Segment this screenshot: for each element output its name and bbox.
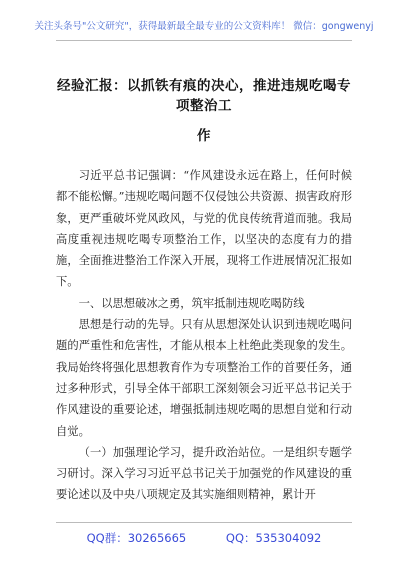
header-divider [56, 40, 352, 41]
body-paragraph-thought: 思想是行动的先导。只有从思想深处认识到违规吃喝问题的严重性和危害性，才能从根本上杜绝此类现象的发生。我局始终将强化思想教育作为专项整治工作的首要任务，通过多种形式，引导全体干部职工深刻领会习近平总书记关于作风建设的重要论述，增强抵制违规吃喝的思想自觉和行动自觉。 [56, 318, 352, 438]
footer-divider [56, 522, 352, 523]
footer-qq-contact: QQ：535304092 [225, 531, 322, 545]
document-title-line-1: 经验汇报：以抓铁有痕的决心，推进违规吃喝专项整治工 [57, 78, 351, 114]
document-body [56, 165, 352, 506]
section-heading-1: 一、以思想破冰之勇，筑牢抵制违规吃喝防线 [78, 296, 305, 310]
document-title-line-2: 作 [197, 128, 211, 144]
page-header-banner: 关注头条号"公文研究"，获得最新最全最专业的公文资料库！ 微信：gongwenyj [34, 21, 374, 32]
body-paragraph-intro: 习近平总书记强调：“作风建设永远在路上，任何时候都不能松懈。”违规吃喝问题不仅侵蚀公共资源、损害政府形象，更严重破坏党风政风，与党的优良传统背道而驰。我局高度重视违规吃喝专项整治工作，以坚决的态度有力的措施，全面推进整治工作深入开展，现将工作进展情况汇报如下。 [56, 169, 352, 289]
footer-qq-group: QQ群：30265665 [86, 531, 187, 545]
subsection-paragraph-1: （一）加强理论学习，提升政治站位。一是组织专题学习研讨。深入学习习近平总书记关于加强党的作风建设的重要论述以及中央八项规定及其实施细则精神，累计开 [56, 445, 352, 502]
page-footer [0, 530, 408, 546]
